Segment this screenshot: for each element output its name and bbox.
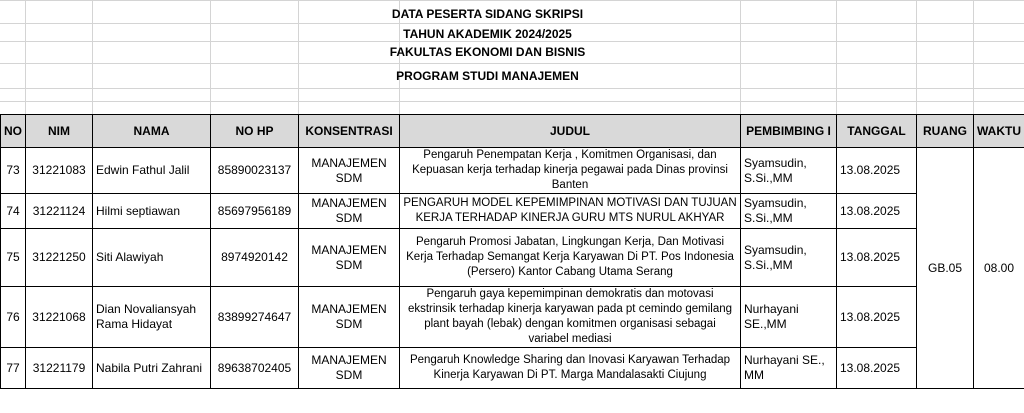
cell-judul[interactable]: Pengaruh Promosi Jabatan, Lingkungan Kerja, Dan Motivasi Kerja Terhadap Semangat Kerja Karyawan Di PT. Pos Indonesia (Persero) Kantor Cabang Utama Serang <box>400 229 741 287</box>
cell-nim[interactable]: 31221179 <box>26 348 93 389</box>
title-line-4: PROGRAM STUDI MANAJEMEN <box>396 69 579 83</box>
cell-pembimbing[interactable]: Nurhayani SE.,MM <box>741 287 837 348</box>
cell-no[interactable]: 74 <box>1 194 26 229</box>
header-judul[interactable]: JUDUL <box>400 115 741 148</box>
cell-pembimbing[interactable]: Nurhayani SE., MM <box>741 348 837 389</box>
cell-no[interactable]: 75 <box>1 229 26 287</box>
gridline <box>0 101 1024 102</box>
header-no[interactable]: NO <box>1 115 26 148</box>
cell-konsentrasi[interactable]: MANAJEMEN SDM <box>299 194 400 229</box>
cell-nim[interactable]: 31221083 <box>26 148 93 194</box>
title-line-1: DATA PESERTA SIDANG SKRIPSI <box>391 7 584 21</box>
cell-judul[interactable]: Pengaruh gaya kepemimpinan demokratis dan motovasi ekstrinsik terhadap kinerja karyawan pada pt cemindo gemilang plant bayah (lebak) dengan komitmen organisasi sebagai variabel mediasi <box>400 287 741 348</box>
cell-nama[interactable]: Hilmi septiawan <box>93 194 211 229</box>
cell-konsentrasi[interactable]: MANAJEMEN SDM <box>299 287 400 348</box>
cell-judul[interactable]: PENGARUH MODEL KEPEMIMPINAN MOTIVASI DAN TUJUAN KERJA TERHADAP KINERJA GURU MTS NURUL AKHYAR <box>400 194 741 229</box>
header-pembimbing[interactable]: PEMBIMBING I <box>741 115 837 148</box>
title-line-2: TAHUN AKADEMIK 2024/2025 <box>403 27 572 41</box>
cell-hp[interactable]: 89638702405 <box>211 348 299 389</box>
header-ruang[interactable]: RUANG <box>917 115 974 148</box>
cell-nama[interactable]: Nabila Putri Zahrani <box>93 348 211 389</box>
header-no-hp[interactable]: NO HP <box>211 115 299 148</box>
cell-nama[interactable]: Dian Novaliansyah Rama Hidayat <box>93 287 211 348</box>
cell-no[interactable]: 73 <box>1 148 26 194</box>
cell-tanggal[interactable]: 13.08.2025 <box>837 348 917 389</box>
header-konsentrasi[interactable]: KONSENTRASI <box>299 115 400 148</box>
header-row <box>1 115 1024 148</box>
cell-hp[interactable]: 8974920142 <box>211 229 299 287</box>
gridline <box>0 88 1024 89</box>
participants-table <box>0 114 1024 389</box>
cell-hp[interactable]: 85697956189 <box>211 194 299 229</box>
header-nim[interactable]: NIM <box>26 115 93 148</box>
gridline <box>0 63 1024 64</box>
cell-hp[interactable]: 85890023137 <box>211 148 299 194</box>
cell-konsentrasi[interactable]: MANAJEMEN SDM <box>299 229 400 287</box>
table-row <box>1 194 1024 229</box>
title-line-3: FAKULTAS EKONOMI DAN BISNIS <box>389 45 586 59</box>
cell-ruang[interactable]: GB.05 <box>917 148 974 389</box>
cell-judul[interactable]: Pengaruh Knowledge Sharing dan Inovasi Karyawan Terhadap Kinerja Karyawan Di PT. Marga Mandalasakti Ciujung <box>400 348 741 389</box>
cell-hp[interactable]: 83899274647 <box>211 287 299 348</box>
cell-nim[interactable]: 31221068 <box>26 287 93 348</box>
gridline <box>0 23 1024 24</box>
header-tanggal[interactable]: TANGGAL <box>837 115 917 148</box>
cell-pembimbing[interactable]: Syamsudin, S.Si.,MM <box>741 229 837 287</box>
table-row <box>1 229 1024 287</box>
cell-nim[interactable]: 31221124 <box>26 194 93 229</box>
cell-pembimbing[interactable]: Syamsudin, S.Si.,MM <box>741 148 837 194</box>
header-nama[interactable]: NAMA <box>93 115 211 148</box>
cell-tanggal[interactable]: 13.08.2025 <box>837 194 917 229</box>
cell-konsentrasi[interactable]: MANAJEMEN SDM <box>299 148 400 194</box>
header-waktu[interactable]: WAKTU <box>974 115 1024 148</box>
cell-pembimbing[interactable]: Syamsudin, S.Si.,MM <box>741 194 837 229</box>
table-row <box>1 348 1024 389</box>
gridline <box>0 0 1024 1</box>
table-row <box>1 287 1024 348</box>
cell-waktu[interactable]: 08.00 <box>974 148 1024 389</box>
table-row <box>1 148 1024 194</box>
cell-tanggal[interactable]: 13.08.2025 <box>837 287 917 348</box>
cell-tanggal[interactable]: 13.08.2025 <box>837 148 917 194</box>
cell-konsentrasi[interactable]: MANAJEMEN SDM <box>299 348 400 389</box>
cell-nama[interactable]: Edwin Fathul Jalil <box>93 148 211 194</box>
cell-judul[interactable]: Pengaruh Penempatan Kerja , Komitmen Organisasi, dan Kepuasan kerja terhadap kinerja pegawai pada Dinas provinsi Banten <box>400 148 741 194</box>
cell-nim[interactable]: 31221250 <box>26 229 93 287</box>
gridline <box>0 41 1024 42</box>
cell-no[interactable]: 76 <box>1 287 26 348</box>
cell-nama[interactable]: Siti Alawiyah <box>93 229 211 287</box>
cell-no[interactable]: 77 <box>1 348 26 389</box>
cell-tanggal[interactable]: 13.08.2025 <box>837 229 917 287</box>
